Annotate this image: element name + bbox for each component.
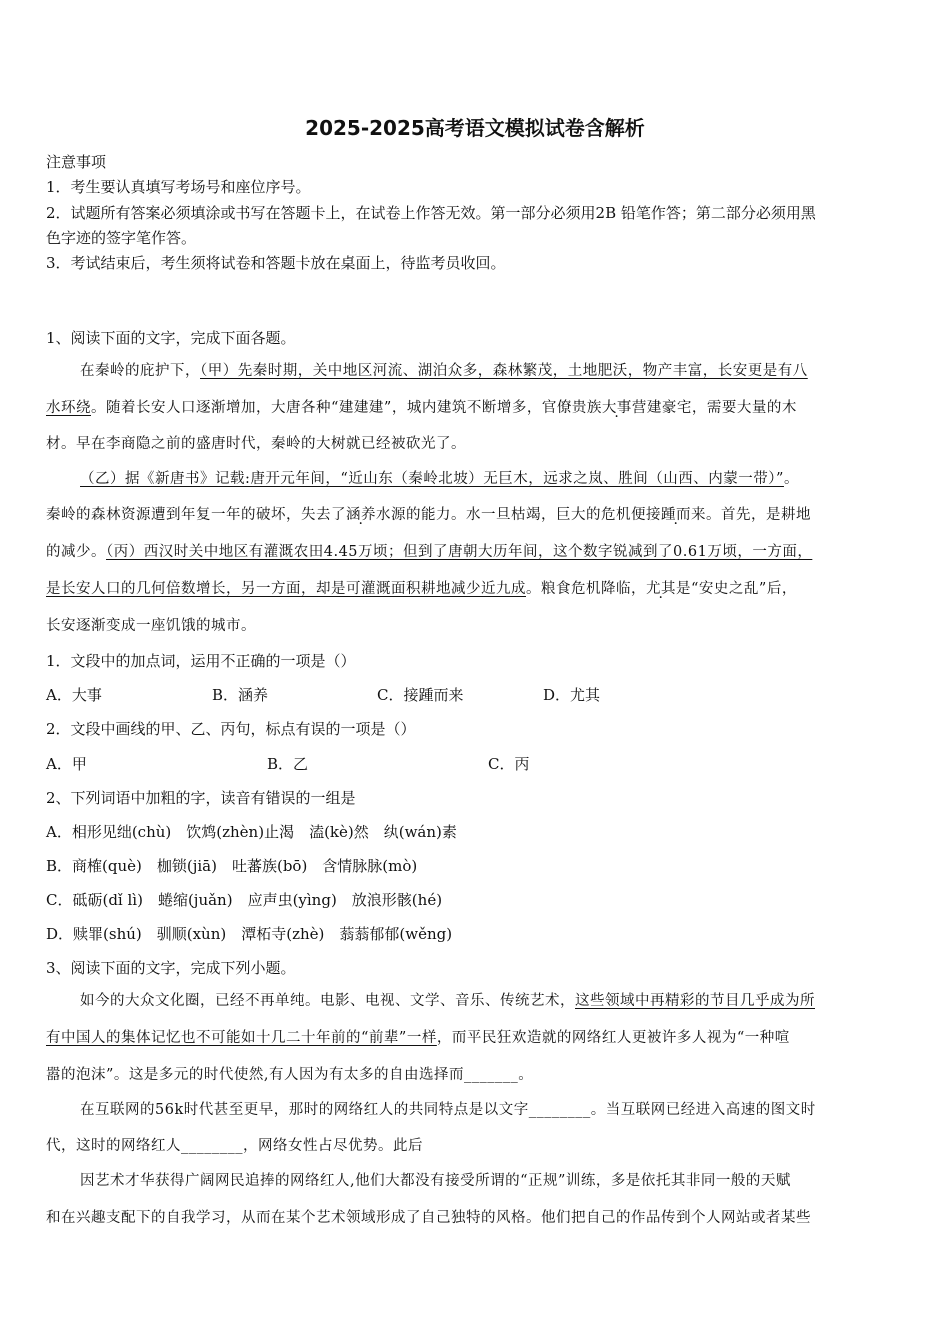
q1-dotted-dashi: 大事 bbox=[601, 400, 632, 416]
q1-underline-jia-end: 水环绕 bbox=[46, 400, 91, 416]
q1-underline-yi: （乙）据《新唐书》记载:唐开元年间，“近山东（秦岭北坡）无巨木，远求之岚、胜间（山西、内蒙一带）” bbox=[80, 471, 784, 487]
notice-heading: 注意事项 bbox=[46, 153, 107, 171]
q1-text: 秦岭的森林资源遭到年复一年的破坏，失去了 bbox=[46, 507, 346, 523]
q1-text: 水源的能力。水一旦枯竭，巨大的危机便 bbox=[376, 507, 646, 523]
q3-para3-line1: 因艺术才华获得广阔网民追捧的网络红人,他们大都没有接受所谓的“正规”训练，多是依托其非同一般的天赋 bbox=[80, 1173, 791, 1189]
notice-item-1: 1．考生要认真填写考场号和座位序号。 bbox=[46, 178, 311, 196]
q1-text: 营建豪宅，需要大量的木 bbox=[631, 400, 797, 416]
q1-sub2-option-c[interactable]: C．丙 bbox=[488, 755, 530, 773]
q3-para3-line2: 和在兴趣支配下的自我学习，从而在某个艺术领域形成了自己独特的风格。他们把自己的作品传到个人网站或者某些 bbox=[46, 1210, 811, 1226]
q1-para2-line3 bbox=[46, 542, 812, 562]
q1-sub2: 2．文段中画线的甲、乙、丙句，标点有误的一项是（） bbox=[46, 720, 416, 738]
q1-text: 。随着长安人口逐渐增加，大唐各种“建建建”，城内建筑不断增多，官僚贵族 bbox=[91, 400, 602, 416]
q1-para1-line2 bbox=[46, 398, 797, 418]
q1-para2-line5: 长安逐渐变成一座饥饿的城市。 bbox=[46, 618, 256, 634]
q1-text: 在秦岭的庇护下， bbox=[80, 363, 200, 379]
q1-text: 。首先，是耕地 bbox=[706, 507, 811, 523]
q2-option-b[interactable]: B．商榷(què) 枷锁(jiā) 吐蕃族(bō) 含情脉脉(mò) bbox=[46, 857, 418, 875]
q1-underline-bing: （丙）西汉时关中地区有灌溉农田4.45万顷；但到了唐朝大历年间，这个数字锐减到了0.61万顷，一方面， bbox=[106, 544, 813, 560]
q3-para1-line2 bbox=[46, 1028, 790, 1048]
q1-dotted-hanyang: 涵养 bbox=[346, 507, 376, 523]
notice-item-3: 3．考试结束后，考生须将试卷和答题卡放在桌面上，待监考员收回。 bbox=[46, 254, 506, 272]
q1-prompt: 1、阅读下面的文字，完成下面各题。 bbox=[46, 329, 296, 347]
q1-para2-line2 bbox=[46, 505, 811, 525]
q3-para2-line1: 在互联网的56k时代甚至更早，那时的网络红人的共同特点是以文字________。当互联网已经进入高速的图文时 bbox=[80, 1102, 816, 1118]
q1-sub2-option-b[interactable]: B．乙 bbox=[267, 755, 309, 773]
q1-para2-line4 bbox=[46, 579, 797, 599]
q3-para1-line1 bbox=[80, 991, 815, 1011]
q2-option-d[interactable]: D．赎罪(shú) 驯顺(xùn) 潭柘寺(zhè) 蓊蓊郁郁(wěng) bbox=[46, 925, 453, 943]
q1-dotted-youqi: 尤其 bbox=[646, 581, 676, 597]
page-title: 2025-2025高考语文模拟试卷含解析 bbox=[305, 116, 645, 140]
q1-para2-line1 bbox=[80, 469, 799, 489]
notice-item-2: 2．试题所有答案必须填涂或书写在答题卡上，在试卷上作答无效。第一部分必须用2B 铅笔作答；第二部分必须用黑 bbox=[46, 204, 816, 222]
q1-text: 。 bbox=[783, 471, 799, 487]
q2-prompt: 2、下列词语中加粗的字，读音有错误的一组是 bbox=[46, 789, 356, 807]
q1-sub1-option-b[interactable]: B．涵养 bbox=[212, 686, 269, 704]
q3-underline-sentence: 这些领域中再精彩的节目几乎成为所 bbox=[575, 993, 815, 1009]
q1-sub1-option-d[interactable]: D．尤其 bbox=[543, 686, 601, 704]
q1-para1-line3: 材。早在李商隐之前的盛唐时代，秦岭的大树就已经被砍光了。 bbox=[46, 436, 466, 452]
q1-sub1: 1．文段中的加点词，运用不正确的一项是（） bbox=[46, 652, 356, 670]
q1-sub2-option-a[interactable]: A．甲 bbox=[46, 755, 87, 773]
q2-option-a[interactable]: A．相形见绌(chù) 饮鸩(zhèn)止渴 溘(kè)然 纨(wán)素 bbox=[46, 823, 457, 841]
q1-text: 是“安史之乱”后， bbox=[676, 581, 797, 597]
q2-option-c[interactable]: C．砥砺(dǐ lì) 蜷缩(juǎn) 应声虫(yìng) 放浪形骸(hé) bbox=[46, 891, 443, 909]
q1-underline-jia: （甲）先秦时期，关中地区河流、湖泊众多，森林繁茂，土地肥沃，物产丰富，长安更是有八 bbox=[200, 363, 808, 379]
q3-para2-line2: 代，这时的网络红人________，网络女性占尽优势。此后 bbox=[46, 1138, 423, 1154]
notice-item-2-cont: 色字迹的签字笔作答。 bbox=[46, 229, 197, 247]
q1-sub1-option-a[interactable]: A．大事 bbox=[46, 686, 102, 704]
q3-underline-sentence-end: 有中国人的集体记忆也不可能如十几二十年前的“前辈”一样 bbox=[46, 1030, 437, 1046]
q3-text: ，而平民狂欢造就的网络红人更被许多人视为“一种喧 bbox=[436, 1030, 790, 1046]
q1-sub1-option-c[interactable]: C．接踵而来 bbox=[377, 686, 464, 704]
q1-dotted-jiezhong: 接踵而来 bbox=[646, 507, 706, 523]
q3-prompt: 3、阅读下面的文字，完成下列小题。 bbox=[46, 959, 296, 977]
q1-underline-bing-end: 是长安人口的几何倍数增长，另一方面，却是可灌溉面积耕地减少近九成 bbox=[46, 581, 526, 597]
q1-text: 。粮食危机降临， bbox=[526, 581, 646, 597]
q1-para1-line1 bbox=[80, 361, 808, 381]
q3-para1-line3: 嚣的泡沫”。这是多元的时代使然,有人因为有太多的自由选择而_______。 bbox=[46, 1067, 534, 1083]
q3-text: 如今的大众文化圈，已经不再单纯。电影、电视、文学、音乐、传统艺术， bbox=[80, 993, 575, 1009]
q1-text: 的减少。 bbox=[46, 544, 106, 560]
